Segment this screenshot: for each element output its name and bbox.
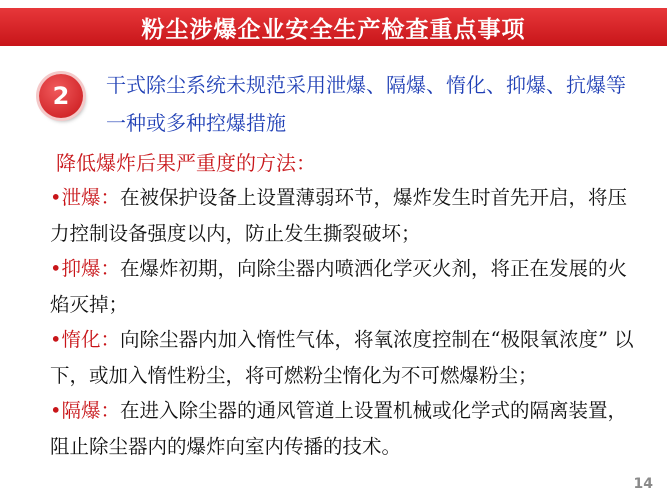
methods-subheading: 降低爆炸后果严重度的方法： [56, 151, 316, 175]
section-heading: 干式除尘系统未规范采用泄爆、隔爆、惰化、抑爆、抗爆等一种或多种控爆措施 [106, 73, 626, 135]
item-text: 向除尘器内加入惰性气体，将氧浓度控制在“极限氧浓度” 以下，或加入惰性粉尘，将可燃粉尘惰化为不可燃爆粉尘； [50, 328, 634, 387]
item-text: 在爆炸初期，向除尘器内喷洒化学灭火剂，将正在发展的火焰灭掉； [50, 257, 628, 316]
list-item [50, 322, 640, 393]
list-item [50, 251, 640, 322]
section-number: 2 [52, 82, 70, 110]
item-term: •隔爆： [50, 399, 121, 422]
list-item [50, 180, 640, 251]
title-banner [0, 8, 667, 46]
page-title: 粉尘涉爆企业安全生产检查重点事项 [141, 16, 526, 43]
section-number-badge [39, 74, 83, 118]
page-number: 14 [633, 476, 653, 492]
methods-list [50, 180, 640, 464]
item-term: •惰化： [50, 328, 121, 351]
item-text: 在被保护设备上设置薄弱环节，爆炸发生时首先开启，将压力控制设备强度以内，防止发生撕裂破坏； [50, 186, 628, 245]
item-term: •泄爆： [50, 186, 121, 209]
item-text: 在进入除尘器的通风管道上设置机械或化学式的隔离装置，阻止除尘器内的爆炸向室内传播的技术。 [50, 399, 628, 458]
item-term: •抑爆： [50, 257, 121, 280]
list-item [50, 393, 640, 464]
